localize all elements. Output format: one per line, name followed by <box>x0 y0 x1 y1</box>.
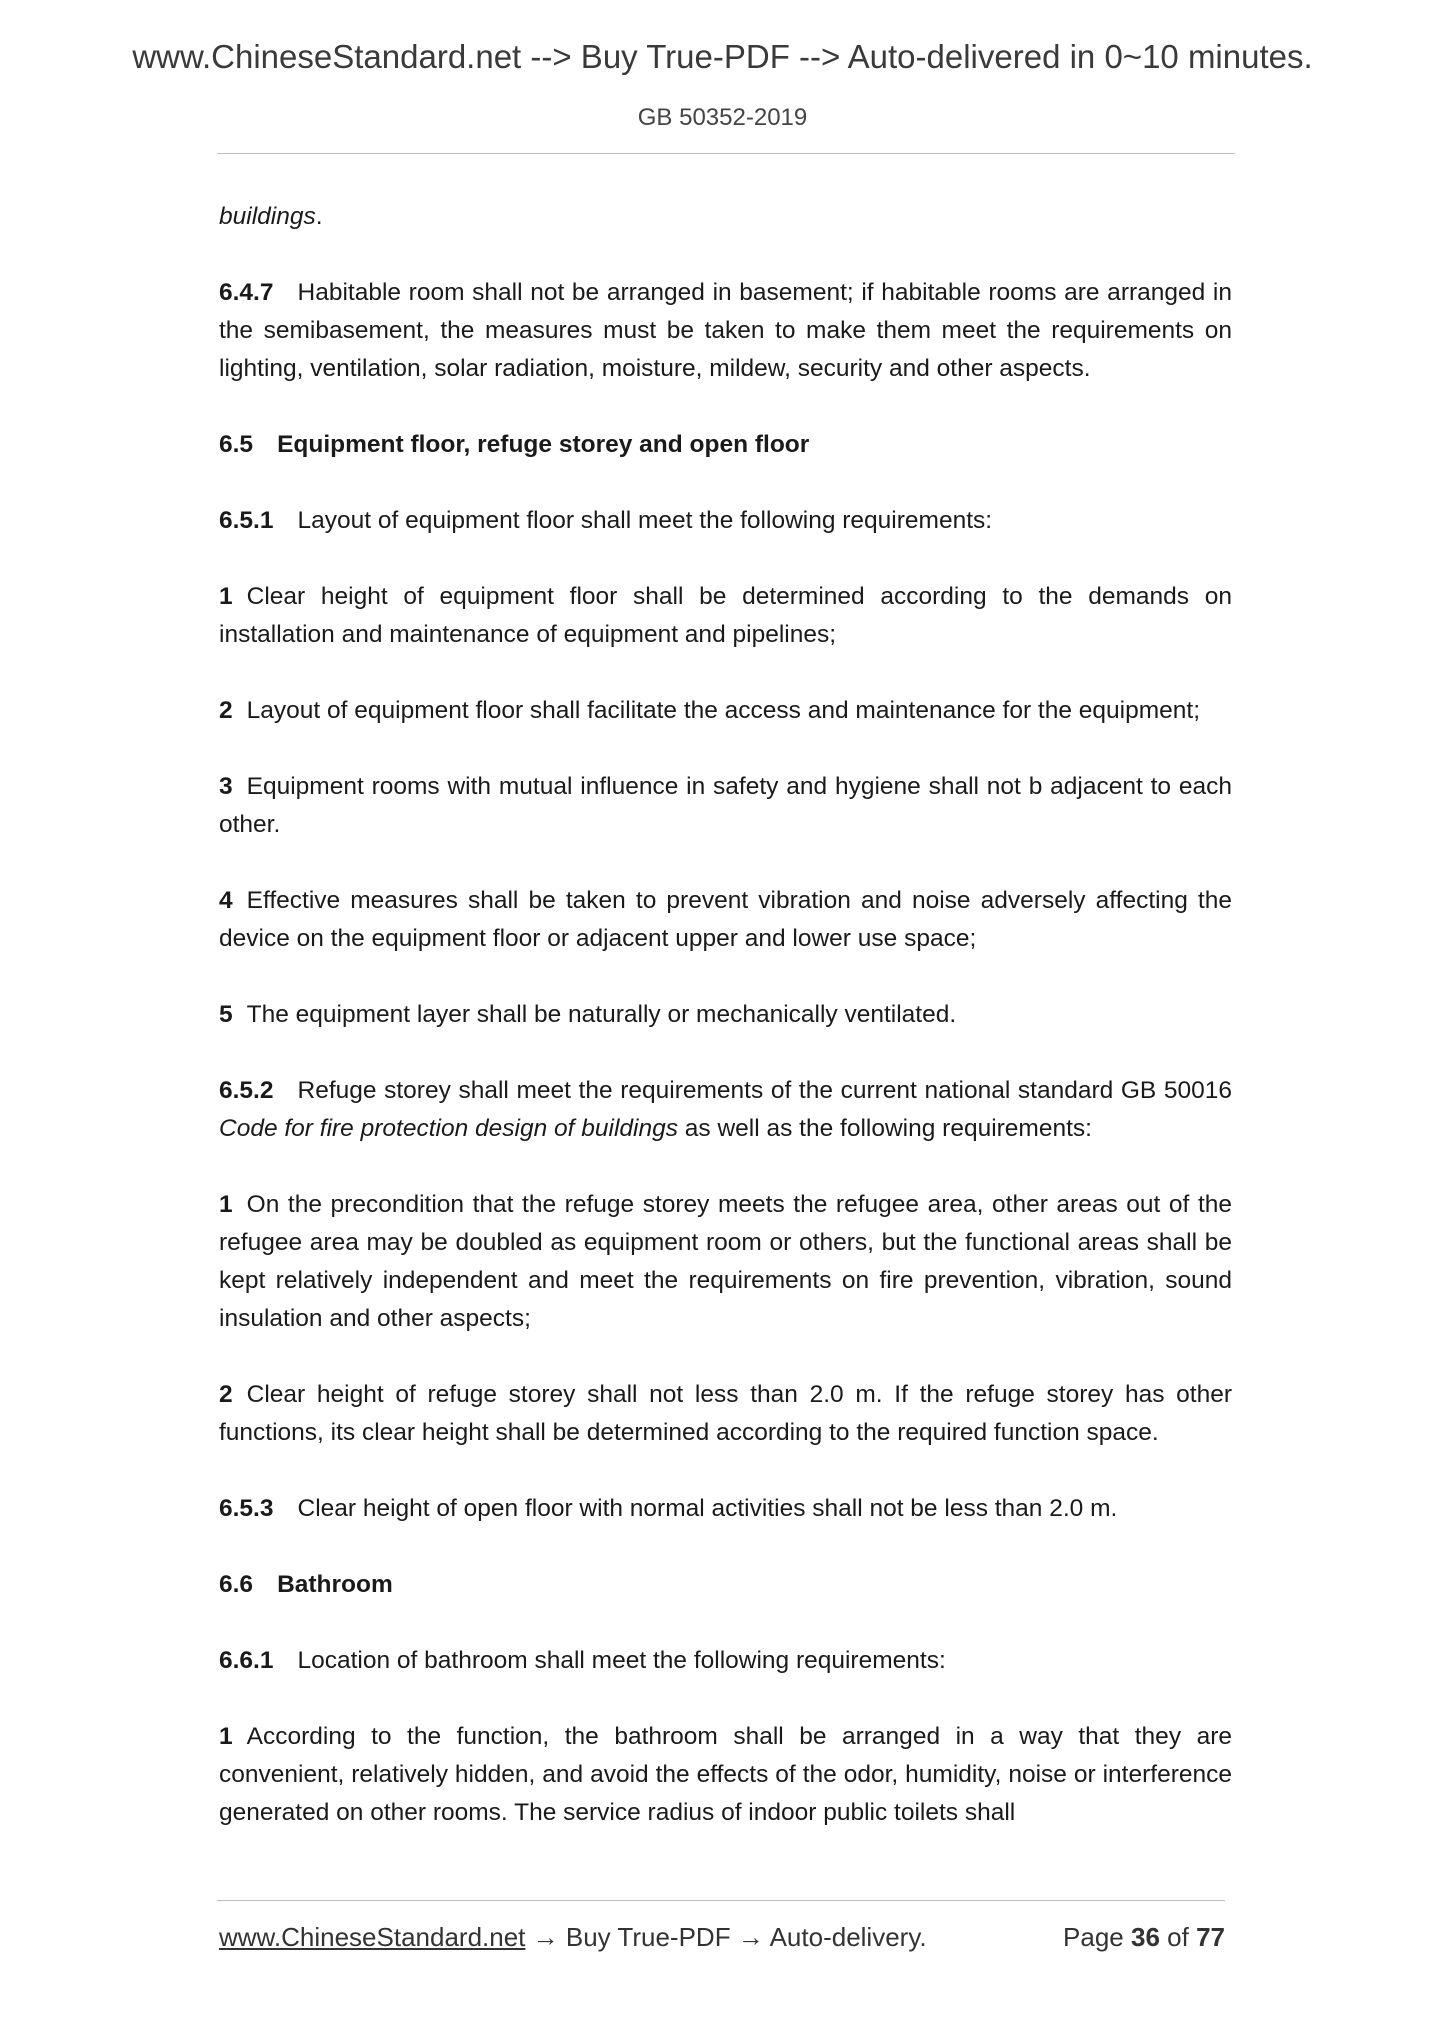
item-6-5-1-2 <box>219 692 1232 730</box>
item-6-5-2-1 <box>219 1186 1232 1338</box>
item-text: Layout of equipment floor shall facilitate the access and maintenance for the equipment; <box>246 697 1200 724</box>
clause-number: 6.5.2 <box>219 1077 274 1104</box>
page-total: 77 <box>1196 1922 1225 1952</box>
clause-6-6-1 <box>219 1642 1232 1680</box>
item-text: According to the function, the bathroom shall be arranged in a way that they are convenient, relatively hidden, and avoid the effects of the odor, humidity, noise or interference generated on other rooms. The service radius of indoor public toilets shall <box>219 1723 1232 1826</box>
clause-6-5-1 <box>219 502 1232 540</box>
page-of-label: of <box>1167 1922 1189 1952</box>
clause-number: 6.5.3 <box>219 1495 274 1522</box>
item-number: 3 <box>219 773 233 800</box>
item-number: 1 <box>219 1191 233 1218</box>
item-6-5-2-2 <box>219 1376 1232 1452</box>
item-text: On the precondition that the refuge storey meets the refugee area, other areas out of the refugee area may be doubled as equipment room or others, but the functional areas shall be kept relatively independent and meet the requirements on fire prevention, vibration, sound insulation and other aspects; <box>219 1191 1232 1332</box>
italic-term: buildings <box>219 203 316 230</box>
section-6-6-heading <box>219 1566 1232 1604</box>
page-current: 36 <box>1131 1922 1160 1952</box>
item-text: Equipment rooms with mutual influence in safety and hygiene shall not b adjacent to each other. <box>219 773 1232 838</box>
item-number: 4 <box>219 887 233 914</box>
item-6-5-1-5 <box>219 996 1232 1034</box>
clause-text: Refuge storey shall meet the requirements of the current national standard GB 50016 <box>297 1077 1232 1104</box>
clause-number: 6.4.7 <box>219 279 274 306</box>
item-number: 5 <box>219 1001 233 1028</box>
clause-text: Location of bathroom shall meet the following requirements: <box>297 1647 946 1674</box>
section-number: 6.5 <box>219 431 254 458</box>
clause-6-5-2 <box>219 1072 1232 1148</box>
section-title: Equipment floor, refuge storey and open floor <box>277 431 810 458</box>
section-number: 6.6 <box>219 1571 254 1598</box>
item-6-5-1-4 <box>219 882 1232 958</box>
clause-text: Clear height of open floor with normal activities shall not be less than 2.0 m. <box>297 1495 1118 1522</box>
footer-text: → Buy True-PDF → Auto-delivery. <box>532 1922 927 1952</box>
clause-number: 6.5.1 <box>219 507 274 534</box>
item-text: The equipment layer shall be naturally or mechanically ventilated. <box>246 1001 957 1028</box>
clause-6-5-3 <box>219 1490 1232 1528</box>
item-number: 1 <box>219 583 233 610</box>
clause-6-4-7 <box>219 274 1232 388</box>
item-6-6-1-1 <box>219 1718 1232 1832</box>
standard-title: Code for fire protection design of buildings <box>219 1115 678 1142</box>
item-text: Effective measures shall be taken to prevent vibration and noise adversely affecting the device on the equipment floor or adjacent upper and lower use space; <box>219 887 1232 952</box>
page-footer <box>219 1922 1225 1953</box>
header-divider <box>217 153 1235 154</box>
paragraph-continuation <box>219 198 1232 236</box>
clause-number: 6.6.1 <box>219 1647 274 1674</box>
footer-left <box>219 1922 927 1952</box>
clause-text: Habitable room shall not be arranged in basement; if habitable rooms are arranged in the semibasement, the measures must be taken to make them meet the requirements on lighting, ventilation, solar radiation, moisture, mildew, security and other aspects. <box>219 279 1232 382</box>
clause-text: Layout of equipment floor shall meet the following requirements: <box>297 507 993 534</box>
clause-text-tail: as well as the following requirements: <box>684 1115 1092 1142</box>
document-number: GB 50352-2019 <box>637 104 808 131</box>
site-banner: www.ChineseStandard.net --> Buy True-PDF --> Auto-delivered in 0~10 minutes. <box>132 38 1313 75</box>
item-6-5-1-3 <box>219 768 1232 844</box>
section-6-5-heading <box>219 426 1232 464</box>
item-number: 2 <box>219 697 233 724</box>
page-indicator <box>1063 1922 1225 1953</box>
item-text: Clear height of equipment floor shall be determined according to the demands on installation and maintenance of equipment and pipelines; <box>219 583 1232 648</box>
item-number: 2 <box>219 1381 233 1408</box>
item-number: 1 <box>219 1723 233 1750</box>
footer-divider <box>217 1900 1225 1901</box>
item-6-5-1-1 <box>219 578 1232 654</box>
document-body <box>219 198 1232 1832</box>
footer-site-link[interactable]: www.ChineseStandard.net <box>219 1922 526 1952</box>
item-text: Clear height of refuge storey shall not less than 2.0 m. If the refuge storey has other functions, its clear height shall be determined according to the required function space. <box>219 1381 1232 1446</box>
section-title: Bathroom <box>277 1571 393 1598</box>
punctuation: . <box>315 203 323 230</box>
page-label: Page <box>1063 1922 1124 1952</box>
